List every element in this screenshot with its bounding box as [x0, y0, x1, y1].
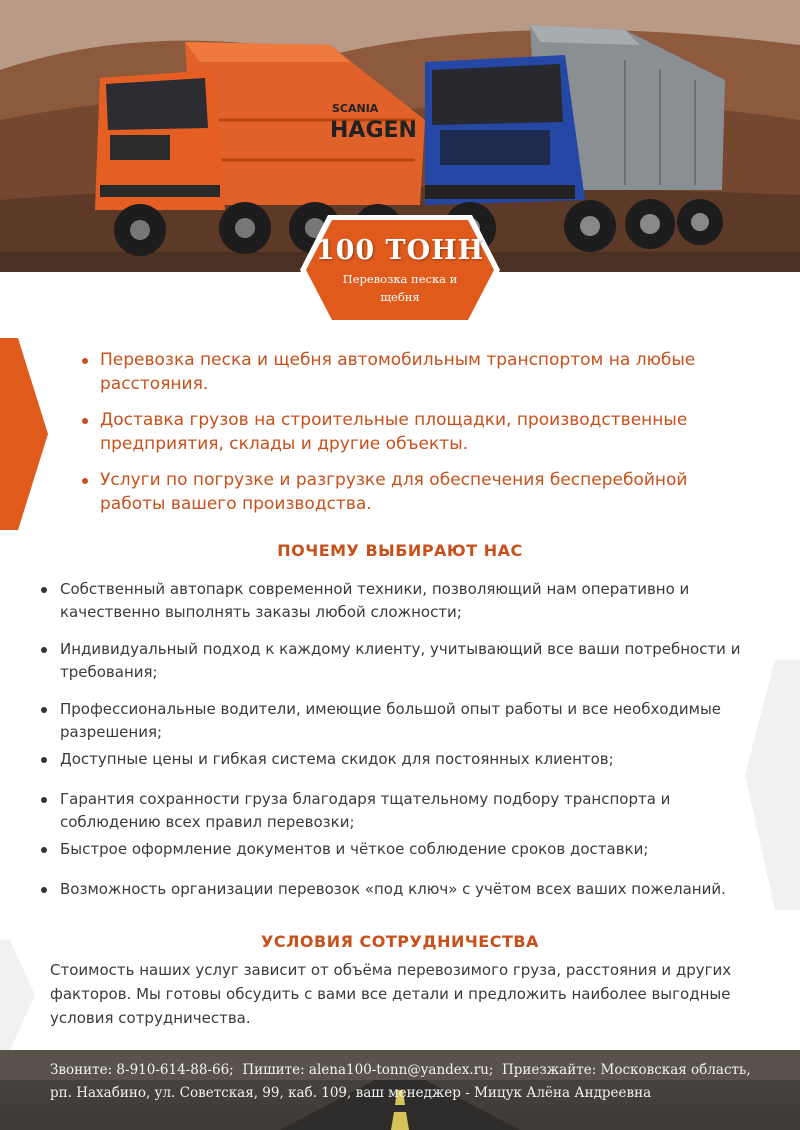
orange-chevron-decoration: [0, 338, 50, 530]
list-item: Доступные цены и гибкая система скидок для постоянных клиентов;: [40, 748, 770, 771]
reasons-list: [40, 578, 770, 901]
list-item: Быстрое оформление документов и чёткое соблюдение сроков доставки;: [40, 838, 770, 861]
svg-text:HAGEN: HAGEN: [330, 118, 417, 143]
svg-text:SCANIA: SCANIA: [332, 102, 379, 115]
title-badge: [298, 211, 502, 329]
badge-subtitle: Перевозка песка и щебня: [342, 272, 458, 304]
footer-text: [50, 1059, 770, 1105]
terms-text: Стоимость наших услуг зависит от объёма перевозимого груза, расстояния и других факторов. Мы готовы обсудить с вами все детали и предложить наиболее выгодные условия сотрудничества.: [50, 961, 732, 1027]
list-item: Индивидуальный подход к каждому клиенту, учитывающий все ваши потребности и требования;: [40, 638, 770, 684]
footer-contacts: [0, 1050, 800, 1130]
badge-title: 100 ТОНН: [315, 235, 485, 266]
address-text: Приезжайте: Московская область, рп. Нахабино, ул. Советская, 99, каб. 109, ваш менеджер - Мицук Алёна Андреевна: [50, 1062, 751, 1101]
list-item: Доставка грузов на строительные площадки, производственные предприятия, склады и другие объекты.: [78, 408, 758, 456]
email-link[interactable]: Пишите: alena100-tonn@yandex.ru;: [242, 1062, 494, 1078]
why-us-heading: ПОЧЕМУ ВЫБИРАЮТ НАС: [277, 541, 523, 560]
list-item: Услуги по погрузке и разгрузке для обеспечения бесперебойной работы вашего производства.: [78, 468, 758, 516]
list-item: Возможность организации перевозок «под ключ» с учётом всех ваших пожеланий.: [40, 878, 770, 901]
terms-heading: УСЛОВИЯ СОТРУДНИЧЕСТВА: [261, 932, 539, 951]
grey-chevron-decoration-bottom: [0, 940, 40, 1050]
list-item: Перевозка песка и щебня автомобильным транспортом на любые расстояния.: [78, 348, 758, 396]
list-item: Гарантия сохранности груза благодаря тщательному подбору транспорта и соблюдению всех правил перевозки;: [40, 788, 770, 834]
list-item: Профессиональные водители, имеющие большой опыт работы и все необходимые разрешения;: [40, 698, 770, 744]
phone-link[interactable]: Звоните: 8-910-614-88-66;: [50, 1062, 234, 1078]
services-list: [78, 348, 758, 528]
list-item: Собственный автопарк современной техники, позволяющий нам оперативно и качественно выполнять заказы любой сложности;: [40, 578, 770, 624]
